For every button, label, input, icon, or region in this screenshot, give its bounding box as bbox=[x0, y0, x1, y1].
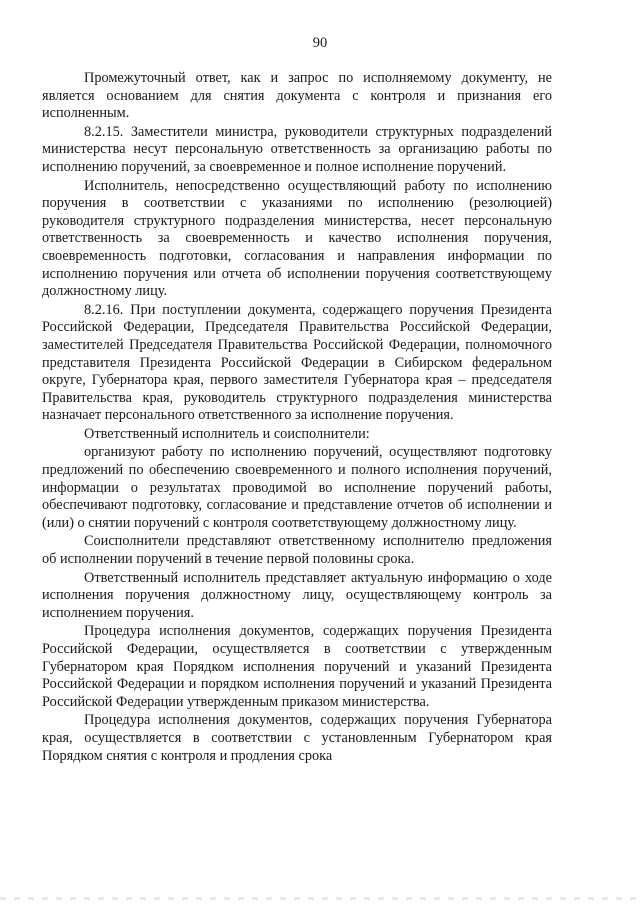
paragraph: Ответственный исполнитель и соисполнители: bbox=[84, 425, 370, 442]
page-number: 90 bbox=[312, 35, 328, 51]
paragraph: Исполнитель, непосредственно осуществляющий работу по исполнению поручения в соответствии с указаниями по исполнению (резолюцией) руководителя структурного подразделения министерства, несет персональную ответственность за своевременность и качество исполнения поручения, своевременность подготовки, согласования и направления информации по исполнению поручения или отчета об исполнении поручения соответствующему должностному лицу. bbox=[42, 177, 552, 300]
paragraph: Соисполнители представляют ответственному исполнителю предложения об исполнении поручений в течение первой половины срока. bbox=[42, 533, 552, 568]
paragraph: Процедура исполнения документов, содержащих поручения Президента Российской Федерации, осуществляется в соответствии с утвержденным Губернатором края Порядком исполнения поручений и указаний Президента Российской Федерации и порядком исполнения поручений и указаний Президента Российской Федерации утвержденным приказом министерства. bbox=[42, 623, 552, 710]
paragraph: 8.2.16. При поступлении документа, содержащего поручения Президента Российской Федерации, Председателя Правительства Российской Федерации, заместителей Председателя Правительства Российской Федерации, полномочного представителя Президента Российской Федерации в Сибирском федеральном округе, Губернатора края, первого заместителя Губернатора края – председателя Правительства края, руководитель структурного подразделения министерства назначает персонального ответственного за исполнение поручения. bbox=[42, 301, 552, 424]
paragraph: 8.2.15. Заместители министра, руководители структурных подразделений министерства несут персональную ответственность за организацию работы по исполнению поручений, за своевременное и полное исполнение поручений. bbox=[42, 123, 552, 175]
document-body bbox=[42, 70, 552, 765]
paragraph: Ответственный исполнитель представляет актуальную информацию о ходе исполнения поручения должностному лицу, осуществляющему контроль за исполнением поручения. bbox=[42, 569, 552, 621]
paragraph: Процедура исполнения документов, содержащих поручения Губернатора края, осуществляется в соответствии с установленным Губернатором края Порядком снятия с контроля и продления срока bbox=[42, 712, 552, 764]
paragraph: организуют работу по исполнению поручений, осуществляют подготовку предложений по обеспечению своевременного и полного исполнения поручений, информации о результатах проводимой во исполнение поручений работы, обеспечивают подготовку, согласование и представление отчетов об исполнении и (или) о снятии поручений с контроля соответствующему должностному лицу. bbox=[42, 444, 552, 531]
paragraph: Промежуточный ответ, как и запрос по исполняемому документу, не является основанием для снятия документа с контроля и признания его исполненным. bbox=[42, 70, 552, 122]
scan-edge-artifact bbox=[0, 897, 640, 900]
